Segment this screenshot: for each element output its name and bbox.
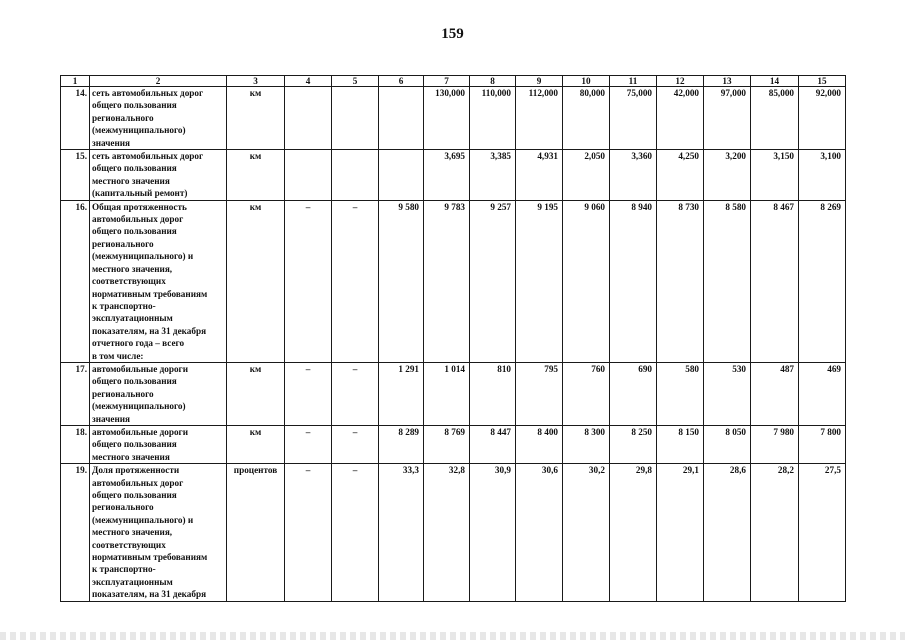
value-cell: – bbox=[332, 425, 379, 463]
value-cell: 112,000 bbox=[516, 87, 563, 150]
value-cell: 130,000 bbox=[424, 87, 470, 150]
header-cell: 10 bbox=[563, 76, 610, 87]
value-cell: 30,9 bbox=[470, 464, 516, 601]
value-cell: 42,000 bbox=[657, 87, 704, 150]
table-body bbox=[61, 76, 846, 602]
value-cell: 75,000 bbox=[610, 87, 657, 150]
value-cell: 760 bbox=[563, 362, 610, 425]
value-cell: – bbox=[332, 464, 379, 601]
value-cell: 8 289 bbox=[379, 425, 424, 463]
value-cell bbox=[379, 87, 424, 150]
indicator-name: сеть автомобильных дорог общего пользования местного значения (капитальный ремонт) bbox=[90, 150, 227, 201]
value-cell: 7 800 bbox=[799, 425, 846, 463]
indicator-name: Общая протяженность автомобильных дорог общего пользования регионального (межмуниципального) и местного значения, соответствующих нормативным требованиям к транспортно- эксплуатационным показателям, на 31 декабря отчетного года – всего в том числе: bbox=[90, 200, 227, 362]
value-cell: 2,050 bbox=[563, 150, 610, 201]
unit-cell: км bbox=[227, 200, 285, 362]
value-cell: 8 050 bbox=[704, 425, 751, 463]
header-cell: 7 bbox=[424, 76, 470, 87]
header-cell: 14 bbox=[751, 76, 799, 87]
value-cell: – bbox=[285, 200, 332, 362]
value-cell: 33,3 bbox=[379, 464, 424, 601]
header-cell: 6 bbox=[379, 76, 424, 87]
value-cell: 810 bbox=[470, 362, 516, 425]
row-number: 14. bbox=[61, 87, 90, 150]
value-cell: 8 250 bbox=[610, 425, 657, 463]
value-cell bbox=[285, 150, 332, 201]
value-cell bbox=[332, 150, 379, 201]
header-cell: 8 bbox=[470, 76, 516, 87]
value-cell: 1 014 bbox=[424, 362, 470, 425]
value-cell: 9 060 bbox=[563, 200, 610, 362]
indicator-name: Доля протяженности автомобильных дорог общего пользования регионального (межмуниципального) и местного значения, соответствующих нормативным требованиям к транспортно- эксплуатационным показателям, на 31 декабря bbox=[90, 464, 227, 601]
value-cell: 3,695 bbox=[424, 150, 470, 201]
value-cell: 28,2 bbox=[751, 464, 799, 601]
value-cell: 8 447 bbox=[470, 425, 516, 463]
value-cell: 8 467 bbox=[751, 200, 799, 362]
unit-cell: км bbox=[227, 425, 285, 463]
value-cell: 7 980 bbox=[751, 425, 799, 463]
value-cell: 80,000 bbox=[563, 87, 610, 150]
value-cell: 8 300 bbox=[563, 425, 610, 463]
value-cell: 28,6 bbox=[704, 464, 751, 601]
page-number: 159 bbox=[441, 26, 464, 42]
value-cell: 3,150 bbox=[751, 150, 799, 201]
value-cell: 1 291 bbox=[379, 362, 424, 425]
value-cell: 30,2 bbox=[563, 464, 610, 601]
value-cell: – bbox=[332, 200, 379, 362]
header-cell: 4 bbox=[285, 76, 332, 87]
row-number: 17. bbox=[61, 362, 90, 425]
value-cell: 29,8 bbox=[610, 464, 657, 601]
row-number: 16. bbox=[61, 200, 90, 362]
value-cell: – bbox=[285, 362, 332, 425]
value-cell: 8 269 bbox=[799, 200, 846, 362]
value-cell: 530 bbox=[704, 362, 751, 425]
value-cell: 9 257 bbox=[470, 200, 516, 362]
header-cell: 11 bbox=[610, 76, 657, 87]
value-cell: 110,000 bbox=[470, 87, 516, 150]
table-row bbox=[61, 362, 846, 425]
value-cell: 30,6 bbox=[516, 464, 563, 601]
unit-cell: км bbox=[227, 150, 285, 201]
indicator-name: сеть автомобильных дорог общего пользования регионального (межмуниципального) значения bbox=[90, 87, 227, 150]
value-cell: 8 150 bbox=[657, 425, 704, 463]
header-cell: 5 bbox=[332, 76, 379, 87]
unit-cell: км bbox=[227, 87, 285, 150]
value-cell: 3,200 bbox=[704, 150, 751, 201]
header-cell: 2 bbox=[90, 76, 227, 87]
table-row bbox=[61, 464, 846, 601]
value-cell: 4,931 bbox=[516, 150, 563, 201]
value-cell: 8 940 bbox=[610, 200, 657, 362]
table-row bbox=[61, 150, 846, 201]
value-cell: 9 783 bbox=[424, 200, 470, 362]
value-cell: 8 400 bbox=[516, 425, 563, 463]
value-cell: 580 bbox=[657, 362, 704, 425]
value-cell: 3,360 bbox=[610, 150, 657, 201]
indicator-name: автомобильные дороги общего пользования регионального (межмуниципального) значения bbox=[90, 362, 227, 425]
value-cell: 97,000 bbox=[704, 87, 751, 150]
value-cell: 795 bbox=[516, 362, 563, 425]
value-cell: – bbox=[285, 464, 332, 601]
value-cell: 487 bbox=[751, 362, 799, 425]
value-cell: 3,100 bbox=[799, 150, 846, 201]
row-number: 19. bbox=[61, 464, 90, 601]
value-cell: 9 580 bbox=[379, 200, 424, 362]
header-cell: 9 bbox=[516, 76, 563, 87]
header-row bbox=[61, 76, 846, 87]
value-cell: 690 bbox=[610, 362, 657, 425]
value-cell: 4,250 bbox=[657, 150, 704, 201]
value-cell: 8 580 bbox=[704, 200, 751, 362]
value-cell bbox=[285, 87, 332, 150]
value-cell: 3,385 bbox=[470, 150, 516, 201]
table-row bbox=[61, 425, 846, 463]
header-cell: 1 bbox=[61, 76, 90, 87]
value-cell: 85,000 bbox=[751, 87, 799, 150]
header-cell: 13 bbox=[704, 76, 751, 87]
row-number: 18. bbox=[61, 425, 90, 463]
value-cell: 27,5 bbox=[799, 464, 846, 601]
header-cell: 12 bbox=[657, 76, 704, 87]
value-cell bbox=[332, 87, 379, 150]
indicator-name: автомобильные дороги общего пользования местного значения bbox=[90, 425, 227, 463]
value-cell: 8 769 bbox=[424, 425, 470, 463]
indicators-table bbox=[60, 75, 846, 602]
table-row bbox=[61, 87, 846, 150]
value-cell: – bbox=[332, 362, 379, 425]
header-cell: 3 bbox=[227, 76, 285, 87]
value-cell: 29,1 bbox=[657, 464, 704, 601]
scan-bottom-edge bbox=[0, 632, 905, 640]
row-number: 15. bbox=[61, 150, 90, 201]
value-cell bbox=[379, 150, 424, 201]
header-cell: 15 bbox=[799, 76, 846, 87]
value-cell: 8 730 bbox=[657, 200, 704, 362]
value-cell: – bbox=[285, 425, 332, 463]
unit-cell: процентов bbox=[227, 464, 285, 601]
unit-cell: км bbox=[227, 362, 285, 425]
value-cell: 469 bbox=[799, 362, 846, 425]
value-cell: 9 195 bbox=[516, 200, 563, 362]
table-row bbox=[61, 200, 846, 362]
value-cell: 32,8 bbox=[424, 464, 470, 601]
value-cell: 92,000 bbox=[799, 87, 846, 150]
